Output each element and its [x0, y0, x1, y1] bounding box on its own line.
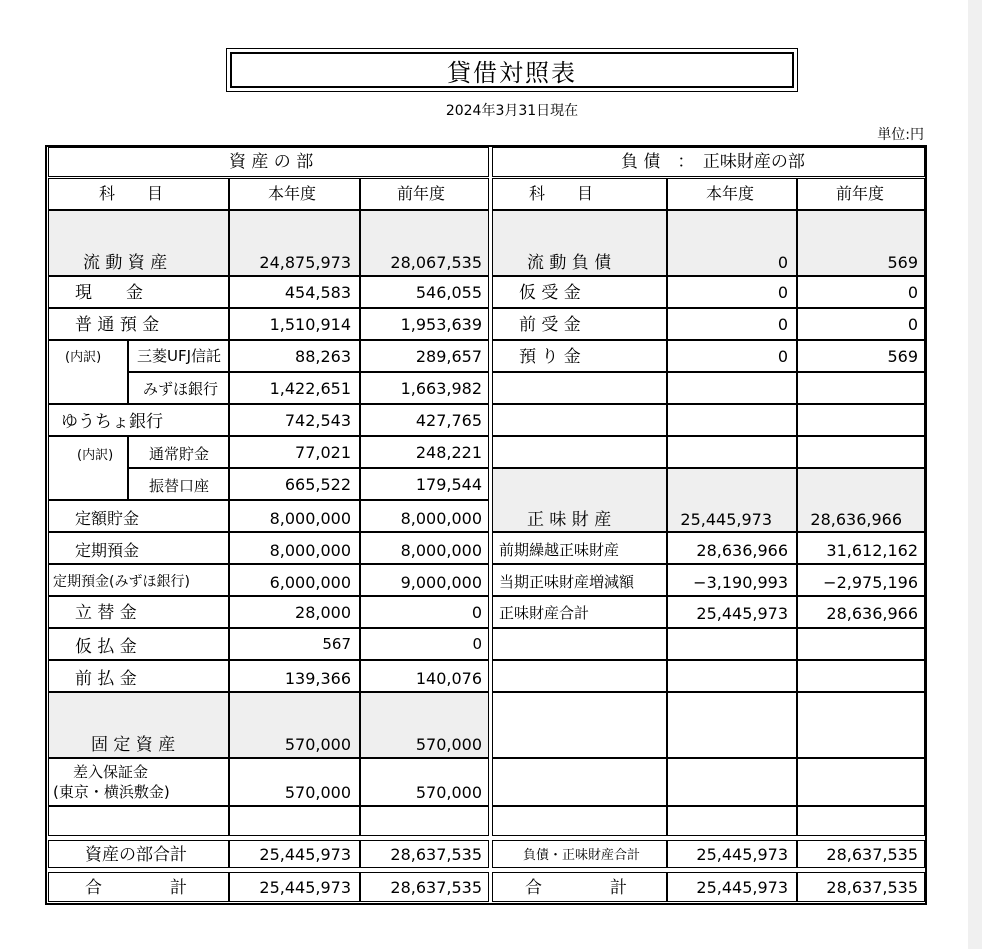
transfer-account-cur: 665,522: [284, 475, 351, 494]
guarantee-deposit-cur: 570,000: [284, 783, 351, 802]
net-assets-total-cur-cell: [667, 596, 797, 628]
advance-receipt-prev: 0: [907, 315, 918, 334]
liab-empty-row-8-prev: [797, 806, 925, 836]
liab-empty-row-8-cur: [667, 806, 797, 836]
cash-prev: 546,055: [415, 283, 482, 302]
suspense-payment-cur-cell: [229, 628, 360, 660]
time-deposit-cur: 8,000,000: [269, 541, 351, 560]
liab-net-total-cur-cell: [667, 840, 797, 868]
total-assets-label-cell: [48, 840, 229, 868]
liab-grand-total-prev-cell: [797, 872, 925, 902]
liab-grand-total-cur: 25,445,973: [696, 878, 788, 897]
guarantee-deposit-cur-cell: [229, 758, 360, 806]
prior-net-assets-prev-cell: [797, 532, 925, 564]
time-deposit-label: 定期預金: [75, 541, 140, 560]
current-liabilities-prev-cell: [797, 210, 925, 276]
cash-cur-cell: [229, 276, 360, 308]
fixed-amount-savings-label-cell: [48, 500, 229, 532]
liab-empty-row-4-item: [492, 628, 667, 660]
liabilities-header-cur: [667, 178, 797, 210]
ordinary-deposit-prev: 1,953,639: [400, 315, 482, 334]
prior-net-assets-label-cell: [492, 532, 667, 564]
mizuho-label-cell: [128, 372, 229, 404]
cash-label-cell: [48, 276, 229, 308]
prior-net-assets-prev: 31,612,162: [826, 541, 918, 560]
assets-grand-total-cur: 25,445,973: [259, 878, 351, 897]
assets-grand-total-cur-cell: [229, 872, 360, 902]
transfer-account-prev-cell: [360, 468, 489, 500]
current-liabilities-label: 流 動 負 債: [527, 253, 612, 273]
assets-header-item: [48, 178, 229, 210]
deposits-received-prev-cell: [797, 340, 925, 372]
current-assets-cur: 24,875,973: [259, 253, 351, 272]
suspense-receipt-label-cell: [492, 276, 667, 308]
header-item-label: 科 目: [99, 184, 164, 203]
time-deposit-prev-cell: [360, 532, 489, 564]
assets-empty-row-cur: [229, 806, 360, 836]
liab-empty-row-2-item: [492, 404, 667, 436]
yucho-prev: 427,765: [415, 411, 482, 430]
time-deposit-mizuho-cur: 6,000,000: [269, 573, 351, 592]
current-assets-label-cell: [48, 210, 229, 276]
prior-net-assets-cur: 28,636,966: [696, 541, 788, 560]
mizuho-label: みずほ銀行: [143, 380, 219, 398]
advance-receipt-prev-cell: [797, 308, 925, 340]
mufg-cur-cell: [229, 340, 360, 372]
mufg-cur: 88,263: [295, 347, 351, 366]
transfer-account-label: 振替口座: [149, 477, 210, 495]
prior-net-assets-cur-cell: [667, 532, 797, 564]
normal-savings-cur-cell: [229, 436, 360, 468]
liab-empty-row-1-item: [492, 372, 667, 404]
transfer-account-prev: 179,544: [415, 475, 482, 494]
assets-section-title: 資 産 の 部: [229, 152, 314, 172]
transfer-account-label-cell: [128, 468, 229, 500]
change-net-assets-cur: −3,190,993: [693, 573, 788, 592]
yucho-cur-cell: [229, 404, 360, 436]
time-deposit-prev: 8,000,000: [400, 541, 482, 560]
net-assets-prev-cell: [797, 468, 925, 532]
deposits-received-label-cell: [492, 340, 667, 372]
liab-net-total-label: 負債・正味財産合計: [523, 848, 641, 863]
prepaid-label: 前 払 金: [75, 669, 137, 689]
time-deposit-mizuho-label-cell: [48, 564, 229, 596]
suspense-payment-cur: 567: [322, 635, 351, 653]
liab-net-total-prev-cell: [797, 840, 925, 868]
normal-savings-cur: 77,021: [295, 443, 351, 462]
advances-cur-cell: [229, 596, 360, 628]
change-net-assets-prev-cell: [797, 564, 925, 596]
assets-grand-total-prev-cell: [360, 872, 489, 902]
liab-empty-row-7-cur: [667, 758, 797, 806]
ordinary-deposit-prev-cell: [360, 308, 489, 340]
ordinary-deposit-cur: 1,510,914: [269, 315, 351, 334]
liab-header-item-label: 科 目: [529, 184, 594, 203]
mufg-label-cell: [128, 340, 229, 372]
prior-net-assets-label: 前期繰越正味財産: [499, 541, 620, 559]
liab-net-total-label-cell: [492, 840, 667, 868]
current-assets-cur-cell: [229, 210, 360, 276]
liab-empty-row-2-prev: [797, 404, 925, 436]
page-title: 貸借対照表: [230, 52, 794, 88]
net-assets-cur: 25,445,973: [680, 510, 772, 529]
liab-empty-row-8-item: [492, 806, 667, 836]
advances-label: 立 替 金: [75, 603, 137, 623]
liab-grand-total-label-cell: [492, 872, 667, 902]
ordinary-deposit-cur-cell: [229, 308, 360, 340]
ordinary-deposit-label: 普 通 預 金: [75, 315, 160, 335]
liabilities-header-item: [492, 178, 667, 210]
net-assets-prev: 28,636,966: [810, 510, 902, 529]
yucho-label: ゆうちょ銀行: [61, 412, 163, 432]
fixed-amount-savings-prev: 8,000,000: [400, 509, 482, 528]
assets-grand-total-label-cell: [48, 872, 229, 902]
time-deposit-cur-cell: [229, 532, 360, 564]
liab-empty-row-3-prev: [797, 436, 925, 468]
total-assets-label: 資産の部合計: [85, 845, 187, 865]
breakdown-label-1: (内訳): [65, 350, 102, 365]
report-date: 2024年3月31日現在: [445, 103, 579, 119]
guarantee-deposit-prev: 570,000: [415, 783, 482, 802]
suspense-receipt-prev: 0: [907, 283, 918, 302]
assets-grand-total-label: 合 計: [85, 878, 187, 898]
suspense-receipt-prev-cell: [797, 276, 925, 308]
assets-empty-row-item: [48, 806, 229, 836]
liab-empty-row-2-cur: [667, 404, 797, 436]
yucho-prev-cell: [360, 404, 489, 436]
total-assets-cur-cell: [229, 840, 360, 868]
current-liabilities-prev: 569: [887, 253, 918, 272]
liab-empty-row-4-cur: [667, 628, 797, 660]
breakdown-label-2: (内訳): [77, 448, 114, 463]
suspense-receipt-cur-cell: [667, 276, 797, 308]
change-net-assets-label-cell: [492, 564, 667, 596]
fixed-amount-savings-cur-cell: [229, 500, 360, 532]
current-assets-prev: 28,067,535: [390, 253, 482, 272]
net-assets-total-label: 正味財産合計: [499, 604, 590, 622]
assets-empty-row-prev: [360, 806, 489, 836]
mizuho-cur-cell: [229, 372, 360, 404]
time-deposit-mizuho-prev: 9,000,000: [400, 573, 482, 592]
breakdown-cell-1: [48, 340, 128, 404]
time-deposit-mizuho-cur-cell: [229, 564, 360, 596]
current-liabilities-cur-cell: [667, 210, 797, 276]
cash-cur: 454,583: [284, 283, 351, 302]
liabilities-section-header: [492, 147, 925, 177]
liab-empty-row-1-cur: [667, 372, 797, 404]
liab-empty-row-1-prev: [797, 372, 925, 404]
page-title-box: [226, 48, 798, 92]
header-prev-label: 前年度: [397, 184, 446, 203]
liab-empty-row-7-prev: [797, 758, 925, 806]
current-assets-prev-cell: [360, 210, 489, 276]
liabilities-section-title: 負 債 ： 正味財産の部: [621, 152, 805, 172]
header-cur-label: 本年度: [268, 184, 317, 203]
net-assets-label-cell: [492, 468, 667, 532]
change-net-assets-cur-cell: [667, 564, 797, 596]
time-deposit-mizuho-label: 定期預金(みずほ銀行): [53, 574, 190, 590]
advance-receipt-cur-cell: [667, 308, 797, 340]
assets-grand-total-prev: 28,637,535: [390, 878, 482, 897]
fixed-amount-savings-prev-cell: [360, 500, 489, 532]
breakdown-cell-2: [48, 436, 128, 500]
deposits-received-label: 預 り 金: [519, 347, 581, 367]
fixed-assets-label: 固 定 資 産: [91, 735, 176, 755]
fixed-assets-prev-cell: [360, 692, 489, 758]
net-assets-total-prev: 28,636,966: [826, 604, 918, 623]
normal-savings-label: 通常貯金: [149, 445, 210, 463]
normal-savings-prev: 248,221: [415, 443, 482, 462]
transfer-account-cur-cell: [229, 468, 360, 500]
page-edge: [968, 0, 982, 949]
fixed-assets-prev: 570,000: [415, 735, 482, 754]
liab-header-prev-label: 前年度: [836, 184, 885, 203]
total-assets-prev-cell: [360, 840, 489, 868]
time-deposit-label-cell: [48, 532, 229, 564]
assets-header-cur: [229, 178, 360, 210]
current-liabilities-label-cell: [492, 210, 667, 276]
suspense-payment-prev-cell: [360, 628, 489, 660]
advance-receipt-label-cell: [492, 308, 667, 340]
prepaid-prev-cell: [360, 660, 489, 692]
guarantee-deposit-label-2: (東京・横浜敷金): [53, 783, 170, 801]
liab-empty-row-3-item: [492, 436, 667, 468]
current-liabilities-cur: 0: [777, 253, 788, 272]
suspense-receipt-label: 仮 受 金: [519, 283, 581, 303]
liab-empty-row-3-cur: [667, 436, 797, 468]
prepaid-cur-cell: [229, 660, 360, 692]
ordinary-deposit-label-cell: [48, 308, 229, 340]
change-net-assets-label: 当期正味財産増減額: [499, 573, 635, 591]
liab-empty-row-6-item: [492, 692, 667, 758]
fixed-assets-label-cell: [48, 692, 229, 758]
cash-prev-cell: [360, 276, 489, 308]
mufg-prev-cell: [360, 340, 489, 372]
fixed-amount-savings-label: 定額貯金: [75, 509, 140, 528]
suspense-payment-prev: 0: [472, 635, 482, 653]
yucho-cur: 742,543: [284, 411, 351, 430]
guarantee-deposit-label-cell: [48, 758, 229, 806]
total-assets-cur: 25,445,973: [259, 845, 351, 864]
advances-label-cell: [48, 596, 229, 628]
liab-grand-total-label: 合 計: [525, 878, 627, 898]
liab-empty-row-6-cur: [667, 692, 797, 758]
mizuho-prev: 1,663,982: [400, 379, 482, 398]
net-assets-total-cur: 25,445,973: [696, 604, 788, 623]
liab-empty-row-5-item: [492, 660, 667, 692]
mufg-label: 三菱UFJ信託: [137, 347, 222, 365]
liab-grand-total-cur-cell: [667, 872, 797, 902]
liab-net-total-cur: 25,445,973: [696, 845, 788, 864]
fixed-assets-cur-cell: [229, 692, 360, 758]
time-deposit-mizuho-prev-cell: [360, 564, 489, 596]
net-assets-total-label-cell: [492, 596, 667, 628]
advances-prev: 0: [471, 603, 482, 622]
net-assets-total-prev-cell: [797, 596, 925, 628]
guarantee-deposit-label-1: 差入保証金: [73, 763, 149, 781]
suspense-payment-label-cell: [48, 628, 229, 660]
liab-grand-total-prev: 28,637,535: [826, 878, 918, 897]
deposits-received-cur-cell: [667, 340, 797, 372]
suspense-payment-label: 仮 払 金: [75, 637, 137, 657]
total-assets-prev: 28,637,535: [390, 845, 482, 864]
deposits-received-prev: 569: [887, 347, 918, 366]
unit-label: 単位:円: [877, 127, 924, 143]
current-assets-label: 流 動 資 産: [83, 253, 168, 273]
net-assets-cur-cell: [667, 468, 797, 532]
net-assets-label: 正 味 財 産: [527, 510, 612, 530]
liab-net-total-prev: 28,637,535: [826, 845, 918, 864]
normal-savings-label-cell: [128, 436, 229, 468]
advance-receipt-label: 前 受 金: [519, 315, 581, 335]
liabilities-header-prev: [797, 178, 925, 210]
suspense-receipt-cur: 0: [777, 283, 788, 302]
prepaid-label-cell: [48, 660, 229, 692]
change-net-assets-prev: −2,975,196: [823, 573, 918, 592]
normal-savings-prev-cell: [360, 436, 489, 468]
advances-cur: 28,000: [295, 603, 351, 622]
advance-receipt-cur: 0: [777, 315, 788, 334]
yucho-label-cell: [48, 404, 229, 436]
liab-empty-row-6-prev: [797, 692, 925, 758]
liab-empty-row-4-prev: [797, 628, 925, 660]
fixed-amount-savings-cur: 8,000,000: [269, 509, 351, 528]
mizuho-prev-cell: [360, 372, 489, 404]
mizuho-cur: 1,422,651: [269, 379, 351, 398]
deposits-received-cur: 0: [777, 347, 788, 366]
advances-prev-cell: [360, 596, 489, 628]
liab-header-cur-label: 本年度: [706, 184, 755, 203]
assets-header-prev: [360, 178, 489, 210]
assets-section-header: [48, 147, 489, 177]
cash-label: 現 金: [75, 283, 143, 303]
prepaid-prev: 140,076: [415, 669, 482, 688]
guarantee-deposit-prev-cell: [360, 758, 489, 806]
mufg-prev: 289,657: [415, 347, 482, 366]
liab-empty-row-7-item: [492, 758, 667, 806]
prepaid-cur: 139,366: [284, 669, 351, 688]
liab-empty-row-5-cur: [667, 660, 797, 692]
fixed-assets-cur: 570,000: [284, 735, 351, 754]
liab-empty-row-5-prev: [797, 660, 925, 692]
